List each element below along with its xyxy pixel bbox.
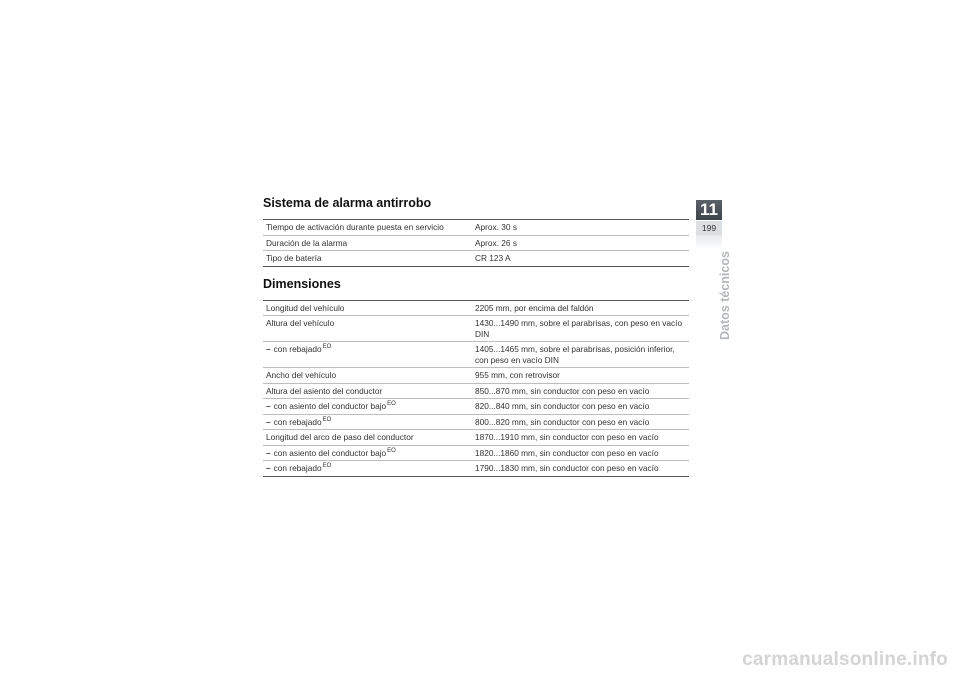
alarm-section: [263, 196, 689, 267]
spec-value: 1405...1465 mm, sobre el parabrisas, posición inferior, con peso en vacío DIN: [472, 342, 689, 368]
spec-label: con rebajado: [273, 344, 322, 354]
sub-item-dash: –: [266, 447, 271, 458]
spec-row: [263, 235, 689, 251]
optional-equipment-marker: EO: [322, 463, 332, 469]
spec-label: Tipo de batería: [266, 253, 322, 263]
spec-row: [263, 300, 689, 316]
alarm-spec-table: [263, 219, 689, 267]
spec-label-cell: [263, 316, 472, 342]
spec-row: [263, 430, 689, 446]
spec-row: [263, 368, 689, 384]
spec-value: 850...870 mm, sin conductor con peso en vacío: [472, 383, 689, 399]
spec-value: 955 mm, con retrovisor: [472, 368, 689, 384]
spec-label-cell: [263, 220, 472, 236]
spec-value: 1430...1490 mm, sobre el parabrisas, con peso en vacío DIN: [472, 316, 689, 342]
spec-label: Ancho del vehículo: [266, 370, 337, 380]
spec-row: [263, 383, 689, 399]
spec-value: 1820...1860 mm, sin conductor con peso en vacío: [472, 445, 689, 461]
page-content: [263, 196, 689, 477]
spec-label: Longitud del arco de paso del conductor: [266, 432, 414, 442]
section-title-alarm: Sistema de alarma antirrobo: [263, 196, 432, 210]
spec-label: Altura del vehículo: [266, 318, 335, 328]
sub-item-dash: –: [266, 463, 271, 473]
spec-value: CR 123 A: [472, 251, 689, 267]
optional-equipment-marker: EO: [387, 447, 396, 454]
spec-label: Duración de la alarma: [266, 237, 348, 248]
spec-row: [263, 461, 689, 477]
optional-equipment-marker: EO: [387, 401, 396, 407]
sub-item-dash: –: [266, 401, 271, 411]
spec-row: [263, 399, 689, 415]
spec-label-cell: [263, 445, 472, 461]
spec-label: con rebajado: [273, 463, 322, 473]
spec-value: 1790...1830 mm, sin conductor con peso en vacío: [472, 461, 689, 477]
optional-equipment-marker: EO: [322, 416, 332, 423]
page-number: 199: [696, 221, 722, 235]
spec-label-cell: [263, 235, 472, 251]
dimensions-spec-table: [263, 300, 689, 477]
spec-value: 2205 mm, por encima del faldón: [472, 300, 689, 316]
spec-value: 820...840 mm, sin conductor con peso en vacío: [472, 399, 689, 415]
spec-label: Altura del asiento del conductor: [266, 385, 383, 396]
spec-label-cell: [263, 342, 472, 368]
spec-label-cell: [263, 251, 472, 267]
spec-label-cell: [263, 461, 472, 477]
spec-label-cell: [263, 368, 472, 384]
spec-label: Longitud del vehículo: [266, 302, 345, 313]
chapter-tab-fade: [696, 235, 722, 249]
spec-row: [263, 316, 689, 342]
spec-value: Aprox. 26 s: [472, 235, 689, 251]
dimensions-section: [263, 277, 689, 477]
spec-label: con rebajado: [273, 416, 322, 427]
spec-label: Tiempo de activación durante puesta en servicio: [266, 222, 444, 232]
spec-value: 1870...1910 mm, sin conductor con peso en vacío: [472, 430, 689, 446]
watermark-text: carmanualsonline.info: [742, 649, 948, 670]
spec-label: con asiento del conductor bajo: [273, 447, 387, 458]
spec-label-cell: [263, 430, 472, 446]
section-title-dimensions: Dimensiones: [263, 276, 341, 291]
sub-item-dash: –: [266, 344, 271, 354]
spec-row: [263, 445, 689, 461]
spec-label: con asiento del conductor bajo: [273, 401, 387, 411]
spec-label-cell: [263, 300, 472, 316]
optional-equipment-marker: EO: [322, 344, 332, 350]
spec-row: [263, 414, 689, 430]
spec-row: [263, 342, 689, 368]
chapter-tab: [696, 200, 722, 249]
spec-label-cell: [263, 399, 472, 415]
chapter-number: 11: [696, 200, 722, 220]
spec-label-cell: [263, 383, 472, 399]
spec-row: [263, 220, 689, 236]
spec-row: [263, 251, 689, 267]
sub-item-dash: –: [266, 416, 271, 427]
spec-value: Aprox. 30 s: [472, 220, 689, 236]
spec-value: 800...820 mm, sin conductor con peso en vacío: [472, 414, 689, 430]
chapter-side-label: Datos técnicos: [718, 251, 732, 340]
spec-label-cell: [263, 414, 472, 430]
